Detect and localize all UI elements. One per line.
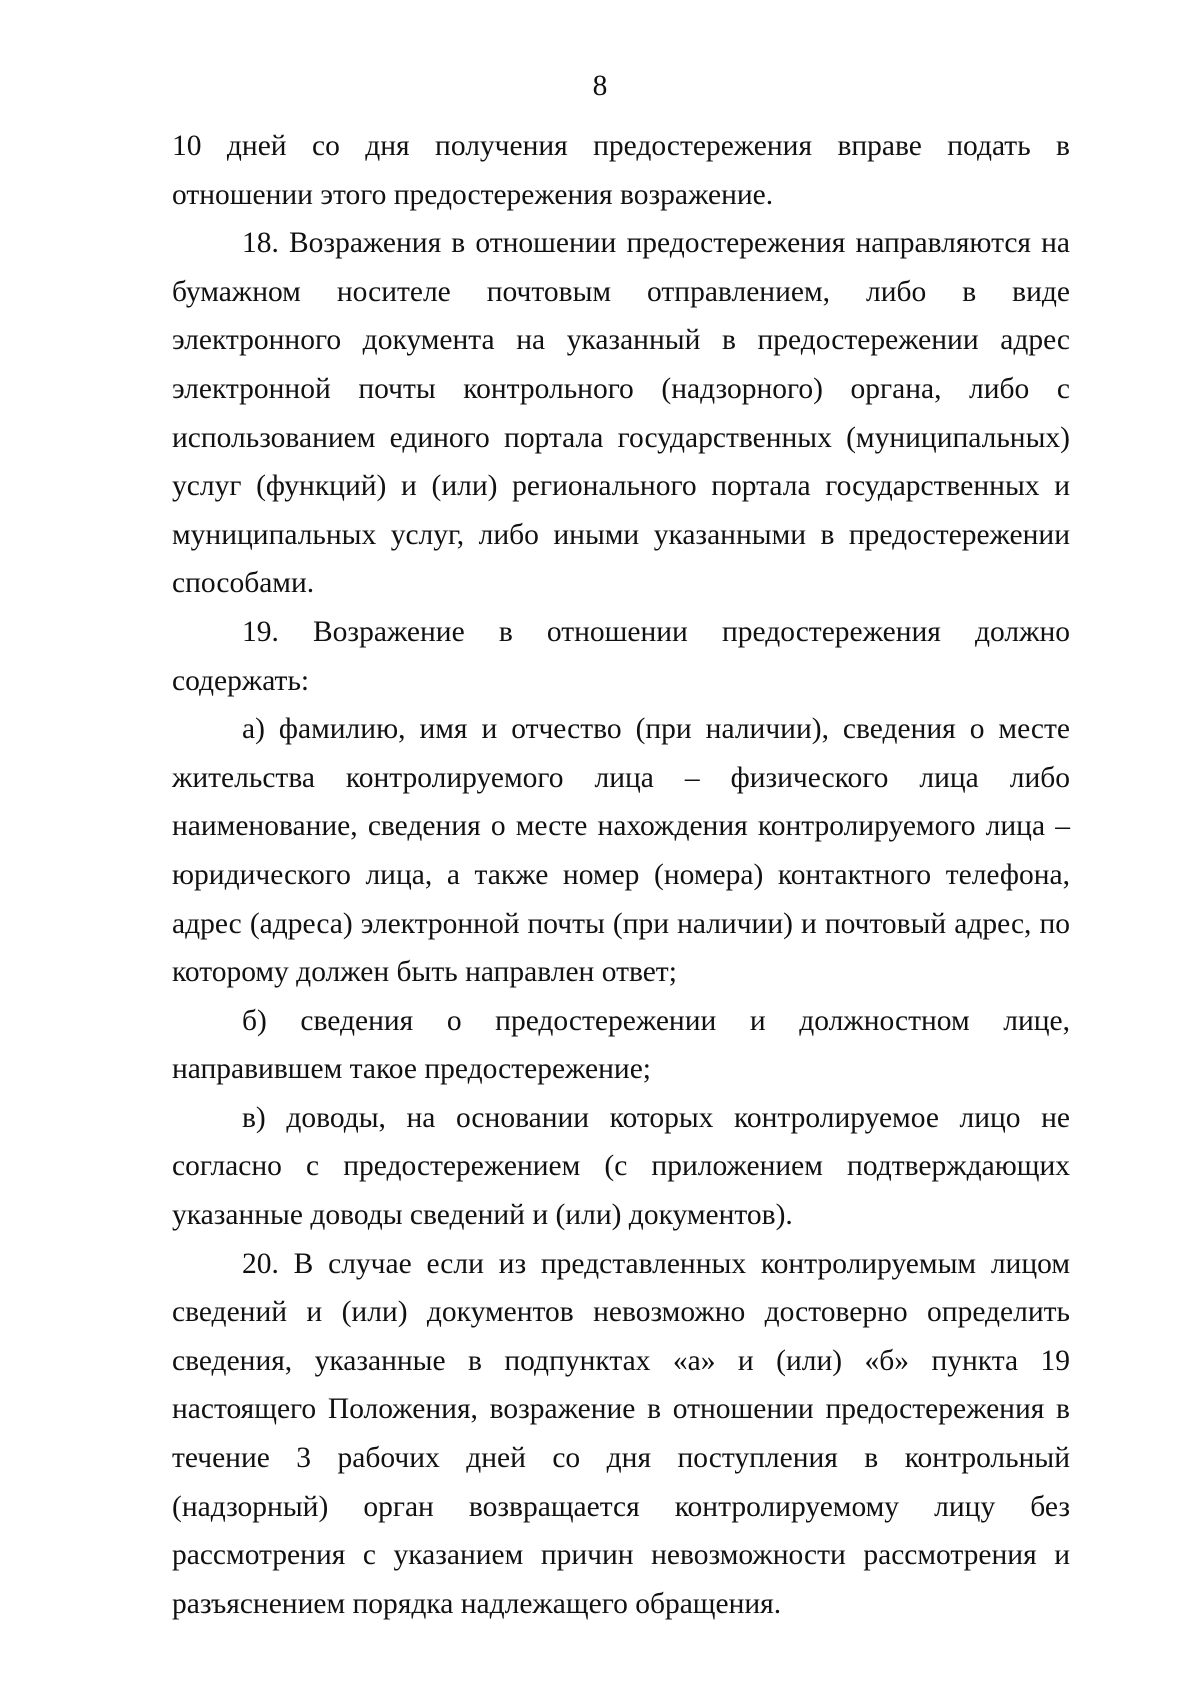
paragraph-19: 19. Возражение в отношении предостережения должно содержать: <box>172 615 1070 697</box>
paragraph-19-v: в) доводы, на основании которых контролируемое лицо не согласно с предостережением (с приложением подтверждающих указанные доводы сведений и (или) документов). <box>172 1101 1070 1232</box>
document-body <box>172 122 1070 1628</box>
paragraph-19-a: а) фамилию, имя и отчество (при наличии), сведения о месте жительства контролируемого лица – физического лица либо наименование, сведения о месте нахождения контролируемого лица – юридического лица, а также номер (номера) контактного телефона, адрес (адреса) электронной почты (при наличии) и почтовый адрес, по которому должен быть направлен ответ; <box>172 713 1070 989</box>
paragraph-18: 18. Возражения в отношении предостережения направляются на бумажном носителе почтовым отправлением, либо в виде электронного документа на указанный в предостережении адрес электронной почты контрольного (надзорного) органа, либо с использованием единого портала государственных (муниципальных) услуг (функций) и (или) регионального портала государственных и муниципальных услуг, либо иными указанными в предостережении способами. <box>172 227 1070 600</box>
page-number: 8 <box>592 70 608 102</box>
paragraph-20: 20. В случае если из представленных контролируемым лицом сведений и (или) документов невозможно достоверно определить сведения, указанные в подпунктах «а» и (или) «б» пункта 19 настоящего Положения, возражение в отношении предостережения в течение 3 рабочих дней со дня поступления в контрольный (надзорный) орган возвращается контролируемому лицу без рассмотрения с указанием причин невозможности рассмотрения и разъяснением порядка надлежащего обращения. <box>172 1247 1070 1620</box>
paragraph-19-b: б) сведения о предостережении и должностном лице, направившем такое предостережение; <box>172 1004 1070 1086</box>
paragraph-continuation: 10 дней со дня получения предостережения вправе подать в отношении этого предостережения возражение. <box>172 130 1070 211</box>
